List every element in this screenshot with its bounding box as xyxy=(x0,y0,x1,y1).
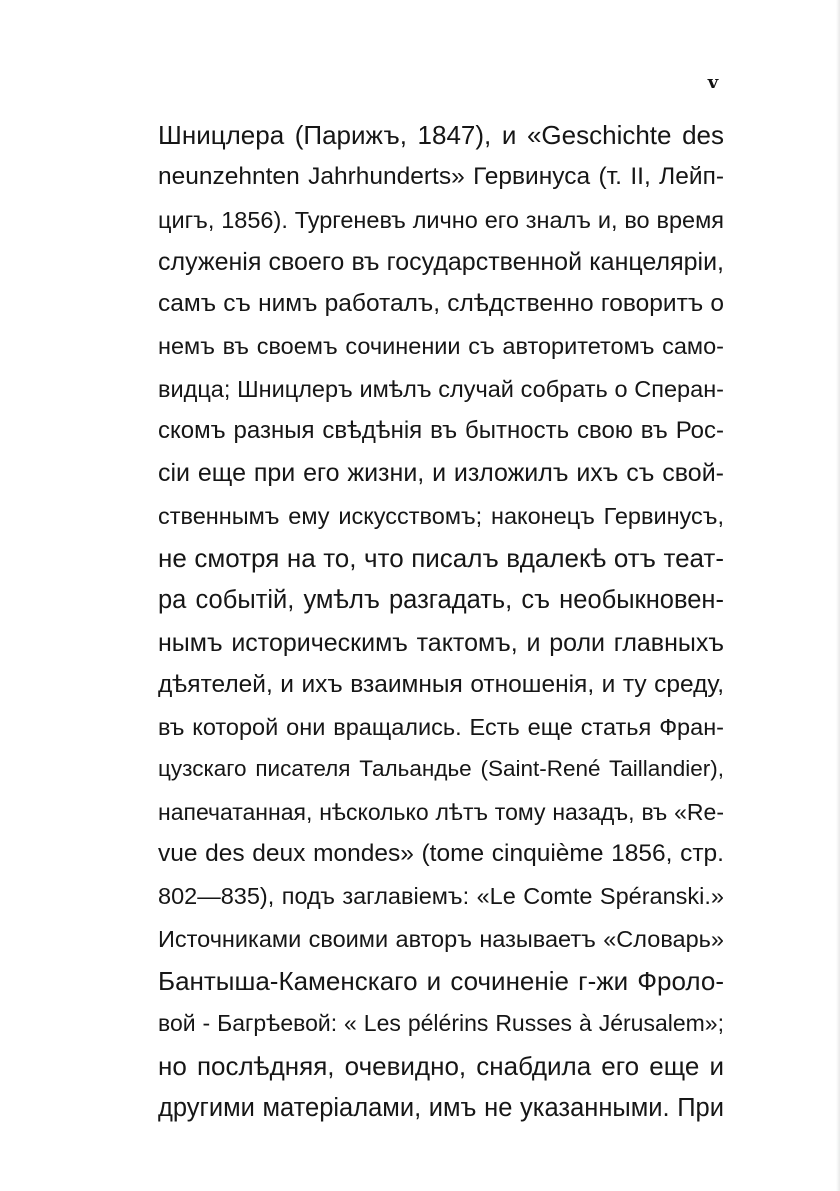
text-line: сіи еще при его жизни, и изложилъ ихъ съ свой- xyxy=(158,459,724,488)
text-line: служенія своего въ государственной канцеляріи, xyxy=(158,247,724,276)
text-line: не смотря на то, что писалъ вдалекѣ отъ теат- xyxy=(158,542,724,573)
text-line: дѣятелей, и ихъ взаимныя отношенія, и ту среду, xyxy=(158,670,724,698)
text-line: ственнымъ ему искусствомъ; наконецъ Гервинусъ, xyxy=(158,502,724,529)
text-line: самъ съ нимъ работалъ, слѣдственно говоритъ о xyxy=(158,290,724,318)
text-line: 802—835), подъ заглавіемъ: «Le Comte Spéranski.» xyxy=(158,883,724,910)
text-line: скомъ разныя свѣдѣнія въ бытность свою въ Рос- xyxy=(158,417,724,445)
text-line: Источниками своими авторъ называетъ «Словарь» xyxy=(158,925,724,952)
text-line: видца; Шницлеръ имѣлъ случай собрать о Сперан- xyxy=(158,375,724,402)
text-line: напечатанная, нѣсколько лѣтъ тому назадъ, въ «Re- xyxy=(158,798,724,825)
text-line: Шницлера (Парижъ, 1847), и «Geschichte des xyxy=(158,120,724,150)
body-text xyxy=(158,114,724,1129)
text-line: Бантыша-Каменскаго и сочиненіе г-жи Фроло- xyxy=(158,965,724,996)
text-line: вой - Багрѣевой: « Les pélérins Russes à Jérusalem»; xyxy=(158,1010,724,1037)
text-line: цузскаго писателя Тальандье (Saint-René Taillandier), xyxy=(158,756,724,782)
text-line: нымъ историческимъ тактомъ, и роли главныхъ xyxy=(158,628,724,657)
text-line: цигъ, 1856). Тургеневъ лично его зналъ и, во время xyxy=(158,206,724,233)
text-line: но послѣдняя, очевидно, снабдила его еще и xyxy=(158,1050,724,1081)
text-line: vue des deux mondes» (tome cinquième 1856, стр. xyxy=(158,840,724,868)
text-line: немъ въ своемъ сочинении съ авторитетомъ само- xyxy=(158,333,724,360)
text-line: другими матеріалами, имъ не указанными. При xyxy=(158,1093,724,1122)
page-edge-shadow xyxy=(836,0,840,1191)
text-line: neunzehnten Jahrhunderts» Гервинуса (т. II, Лейп- xyxy=(158,163,724,191)
text-line: ра событій, умѣлъ разгадать, съ необыкновен- xyxy=(158,586,724,615)
text-line: въ которой они вращались. Есть еще статья Фран- xyxy=(158,714,724,741)
page-number: v xyxy=(707,72,719,93)
